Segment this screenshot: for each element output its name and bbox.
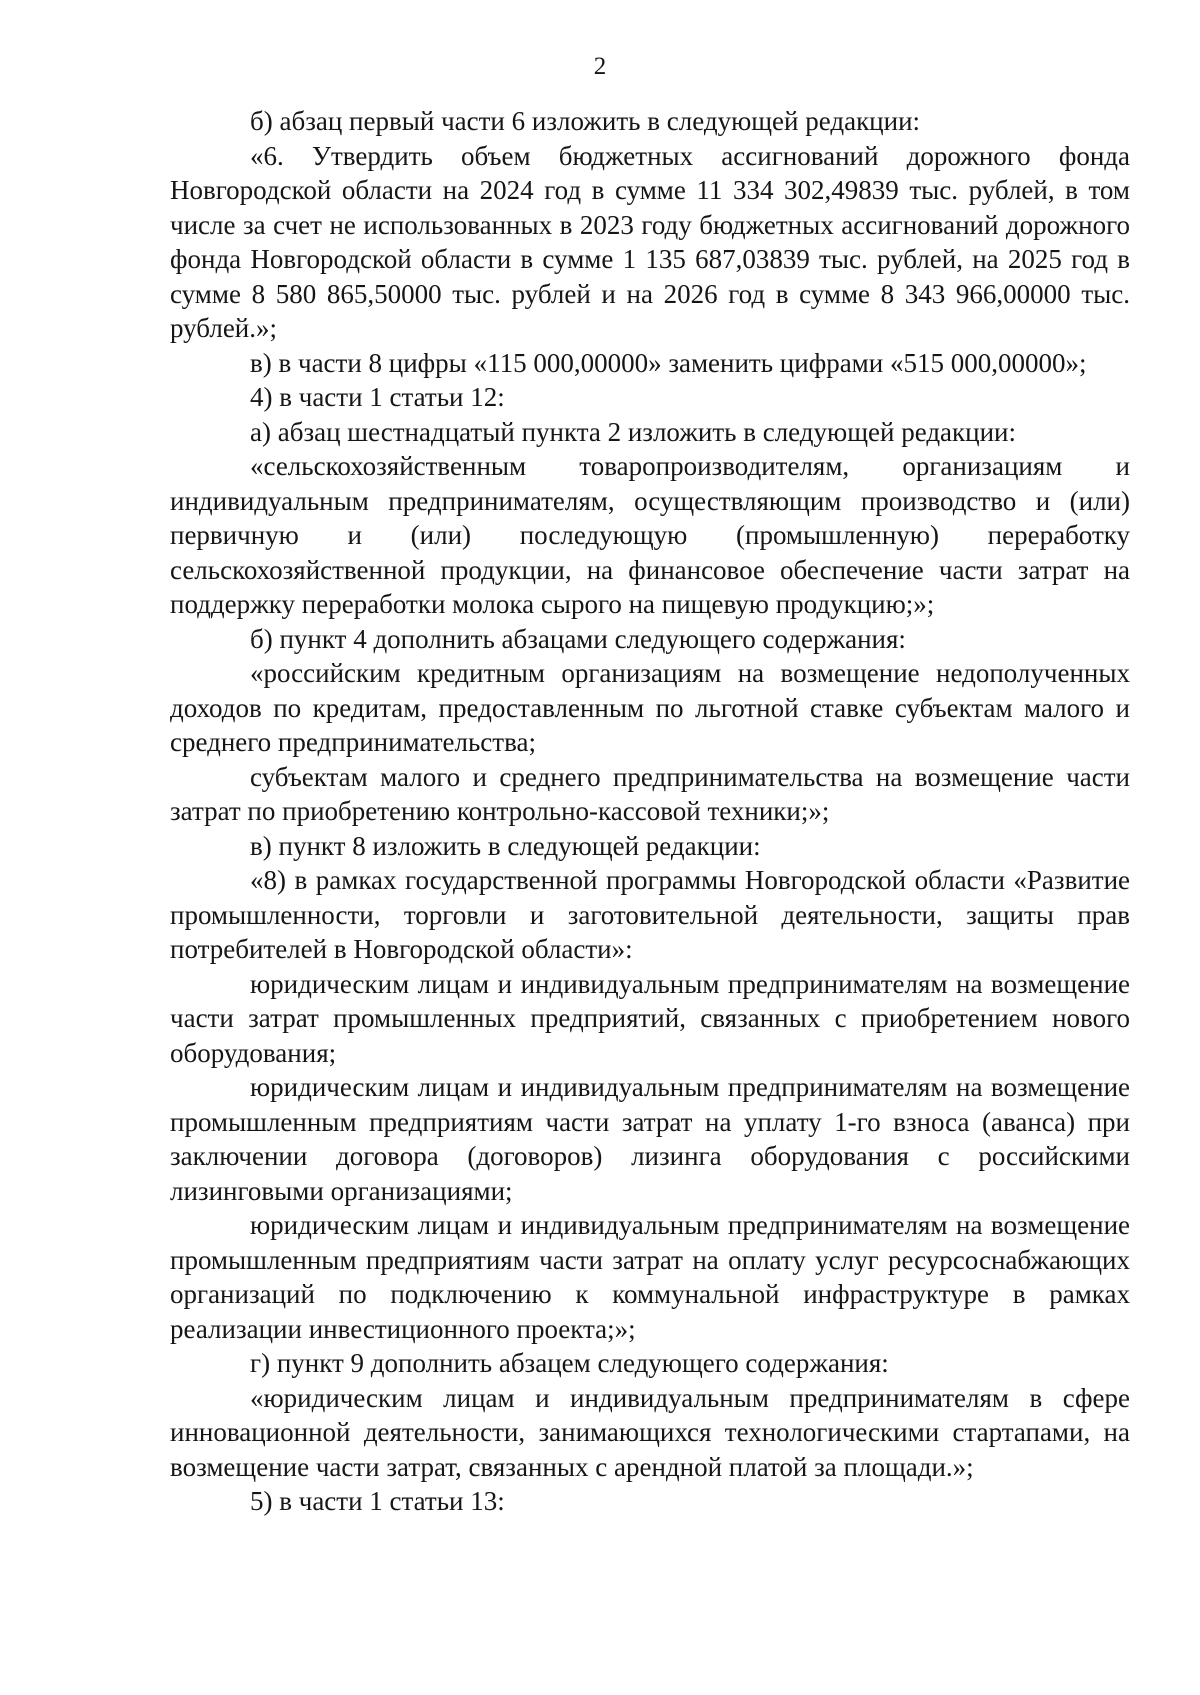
paragraph-agricultural-producers: «сельскохозяйственным товаропроизводителям, организациям и индивидуальным предпринимателям, осуществляющим производство и (или) первичную и (или) последующую (промышленную) переработку сельскохозяйственной продукции, на финансовое обеспечение части затрат на поддержку переработки молока сырого на пищевую продукцию;»;: [170, 451, 1130, 619]
paragraph-state-program-industry: «8) в рамках государственной программы Новгородской области «Развитие промышленности, торговли и заготовительной деятельности, защиты прав потребителей в Новгородской области»:: [170, 865, 1130, 964]
paragraph-cash-register-equipment: субъектам малого и среднего предпринимательства на возмещение части затрат по приобретению контрольно-кассовой техники;»;: [170, 761, 1130, 826]
paragraph-amendment-v-part8: в) в части 8 цифры «115 000,00000» заменить цифрами «515 000,00000»;: [250, 347, 1087, 378]
paragraph-amendment-v-item8: в) пункт 8 изложить в следующей редакции:: [250, 830, 761, 861]
paragraph-amendment-g-item9: г) пункт 9 дополнить абзацем следующего содержания:: [250, 1348, 889, 1378]
page-number: 2: [593, 53, 607, 80]
document-body: [170, 104, 1130, 1519]
paragraph-article12-part1: 4) в части 1 статьи 12:: [250, 382, 505, 412]
paragraph-credit-organizations: «российским кредитным организациям на возмещение недополученных доходов по кредитам, предоставленным по льготной ставке субъектам малого и среднего предпринимательства;: [170, 658, 1130, 757]
paragraph-amendment-b-part6: б) абзац первый части 6 изложить в следующей редакции:: [250, 106, 921, 136]
paragraph-utility-connection: юридическим лицам и индивидуальным предпринимателям на возмещение промышленным предприятиям части затрат на оплату услуг ресурсоснабжающих организаций по подключению к коммунальной инфраструктуре в рамках реализации инвестиционного проекта;»;: [170, 1210, 1130, 1344]
paragraph-leasing-payment: юридическим лицам и индивидуальным предпринимателям на возмещение промышленным предприятиям части затрат на уплату 1-го взноса (аванса) при заключении договора (договоров) лизинга оборудования с российскими лизинговыми организациями;: [170, 1072, 1130, 1206]
paragraph-road-fund-volume: «6. Утвердить объем бюджетных ассигнований дорожного фонда Новгородской области на 2024 год в сумме 11 334 302,49839 тыс. рублей, в том числе за счет не использованных в 2023 году бюджетных ассигнований дорожного фонда Новгородской области в сумме 1 135 687,03839 тыс. рублей, на 2025 год в сумме 8 580 865,50000 тыс. рублей и на 2026 год в сумме 8 343 966,00000 тыс. рублей.»;: [170, 140, 1130, 343]
paragraph-amendment-b-item4: б) пункт 4 дополнить абзацами следующего содержания:: [250, 623, 906, 654]
paragraph-article13-part1: 5) в части 1 статьи 13:: [250, 1486, 505, 1516]
paragraph-amendment-a-item2: а) абзац шестнадцатый пункта 2 изложить в следующей редакции:: [250, 416, 1017, 447]
paragraph-new-equipment: юридическим лицам и индивидуальным предпринимателям на возмещение части затрат промышленных предприятий, связанных с приобретением нового оборудования;: [170, 968, 1130, 1068]
paragraph-innovation-startups: «юридическим лицам и индивидуальным предпринимателям в сфере инновационной деятельности, занимающихся технологическими стартапами, на возмещение части затрат, связанных с арендной платой за площади.»;: [170, 1382, 1130, 1482]
